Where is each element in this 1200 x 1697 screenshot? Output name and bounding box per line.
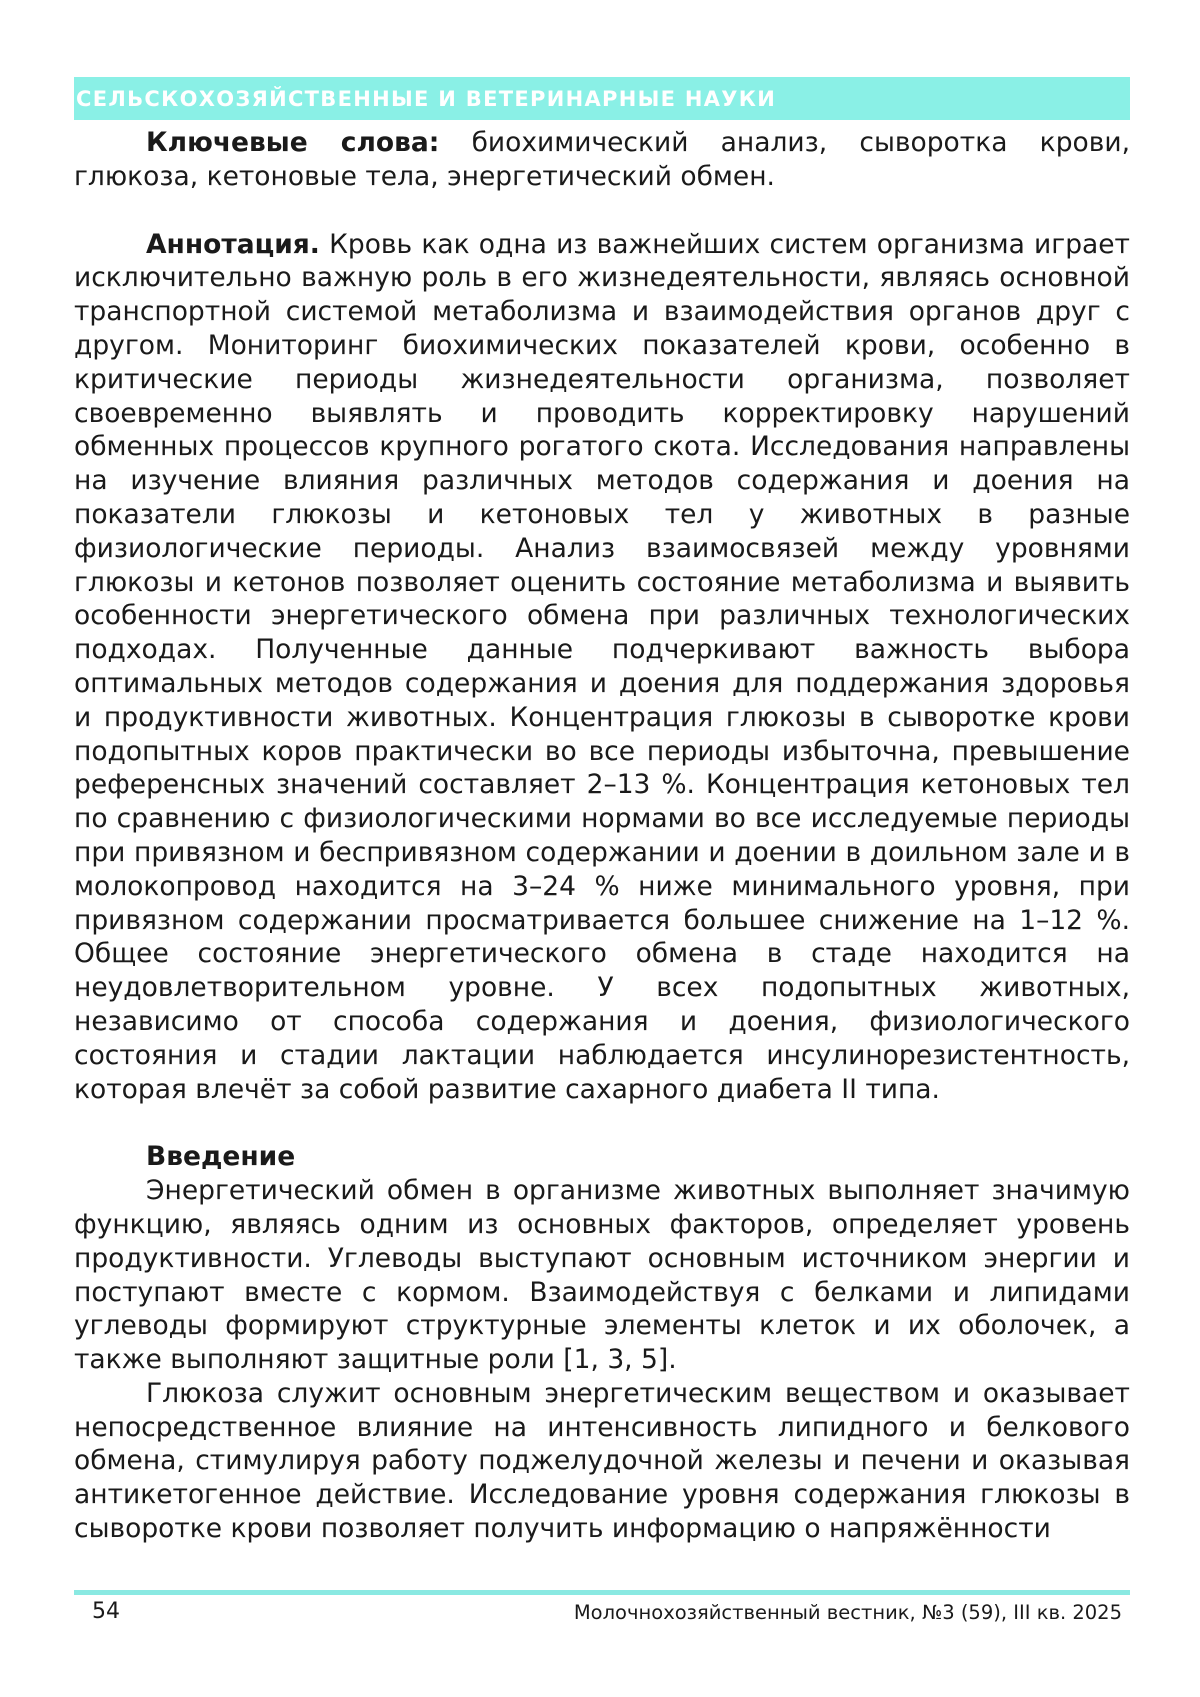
footer-divider [74, 1590, 1130, 1595]
abstract-text: Кровь как одна из важнейших систем организма играет исключительно важную роль в его жизнедеятельности, являясь основной транспортной системой метаболизма и взаимодействия органов друг с другом. Мониторинг биохимических показателей крови, особенно в критические периоды жизнедеятельности организма, позволяет своевременно выявлять и проводить корректировку нарушений обменных процессов крупного рогатого скота. Исследования направлены на изучение влияния различных методов содержания и доения на показатели глюкозы и кетоновых тел у животных в разные физиологические периоды. Анализ взаимосвязей между уровнями глюкозы и кетонов позволяет оценить состояние метаболизма и выявить особенности энергетического обмена при различных технологических подходах. Полученные данные подчеркивают важность выбора оптимальных методов содержания и доения для поддержания здоровья и продуктивности животных. Концентрация глюкозы в сыворотке крови подопытных коров практически во все периоды избыточна, превышение референсных значений составляет 2–13 %. Концентрация кетоновых тел по сравнению с физиологическими нормами во все исследуемые периоды при привязном и беспривязном содержании и доении в доильном зале и в молокопровод находится на 3–24 % ниже минимального уровня, при привязном содержании просматривается большее снижение на 1–12 %. Общее состояние энергетического обмена в стаде находится на неудовлетворительном уровне. У всех подопытных животных, независимо от способа содержания и доения, физиологического состояния и стадии лактации наблюдается инсулинорезистентность, которая влечёт за собой развитие сахарного диабета II типа. [74, 228, 1130, 1105]
section-title: СЕЛЬСКОХОЗЯЙСТВЕННЫЕ И ВЕТЕРИНАРНЫЕ НАУКИ [76, 86, 777, 111]
abstract-label: Аннотация. [146, 228, 320, 260]
keywords-text: биохимический анализ, сыворотка крови, глюкоза, кетоновые тела, энергетический обмен. [74, 127, 1130, 192]
introduction-heading: Введение [146, 1141, 296, 1173]
introduction-paragraph-1: Энергетический обмен в организме животных выполняет значимую функцию, являясь одним из основных факторов, определяет уровень продуктивности. Углеводы выступают основным источником энергии и поступают вместе с кормом. Взаимодействуя с белками и липидами углеводы формируют структурные элементы клеток и их оболочек, а также выполняют защитные роли [1, 3, 5]. [74, 1175, 1130, 1376]
abstract-paragraph [74, 228, 1130, 1107]
page-number: 54 [92, 1599, 120, 1624]
spacer [74, 1106, 1130, 1140]
introduction-paragraph-2: Глюкоза служит основным энергетическим веществом и оказывает непосредственное влияние на интенсивность липидного и белкового обмена, стимулируя работу поджелудочной железы и печени и оказывая антикетогенное действие. Исследование уровня содержания глюкозы в сыворотке крови позволяет получить информацию о напряжённости [74, 1377, 1130, 1545]
spacer [74, 194, 1130, 228]
journal-citation: Молочнохозяйственный вестник, №3 (59), III кв. 2025 [573, 1601, 1122, 1624]
article-body [74, 126, 1130, 1546]
keywords-paragraph [74, 126, 1130, 194]
keywords-label: Ключевые слова: [146, 127, 440, 158]
section-header [74, 77, 1130, 120]
